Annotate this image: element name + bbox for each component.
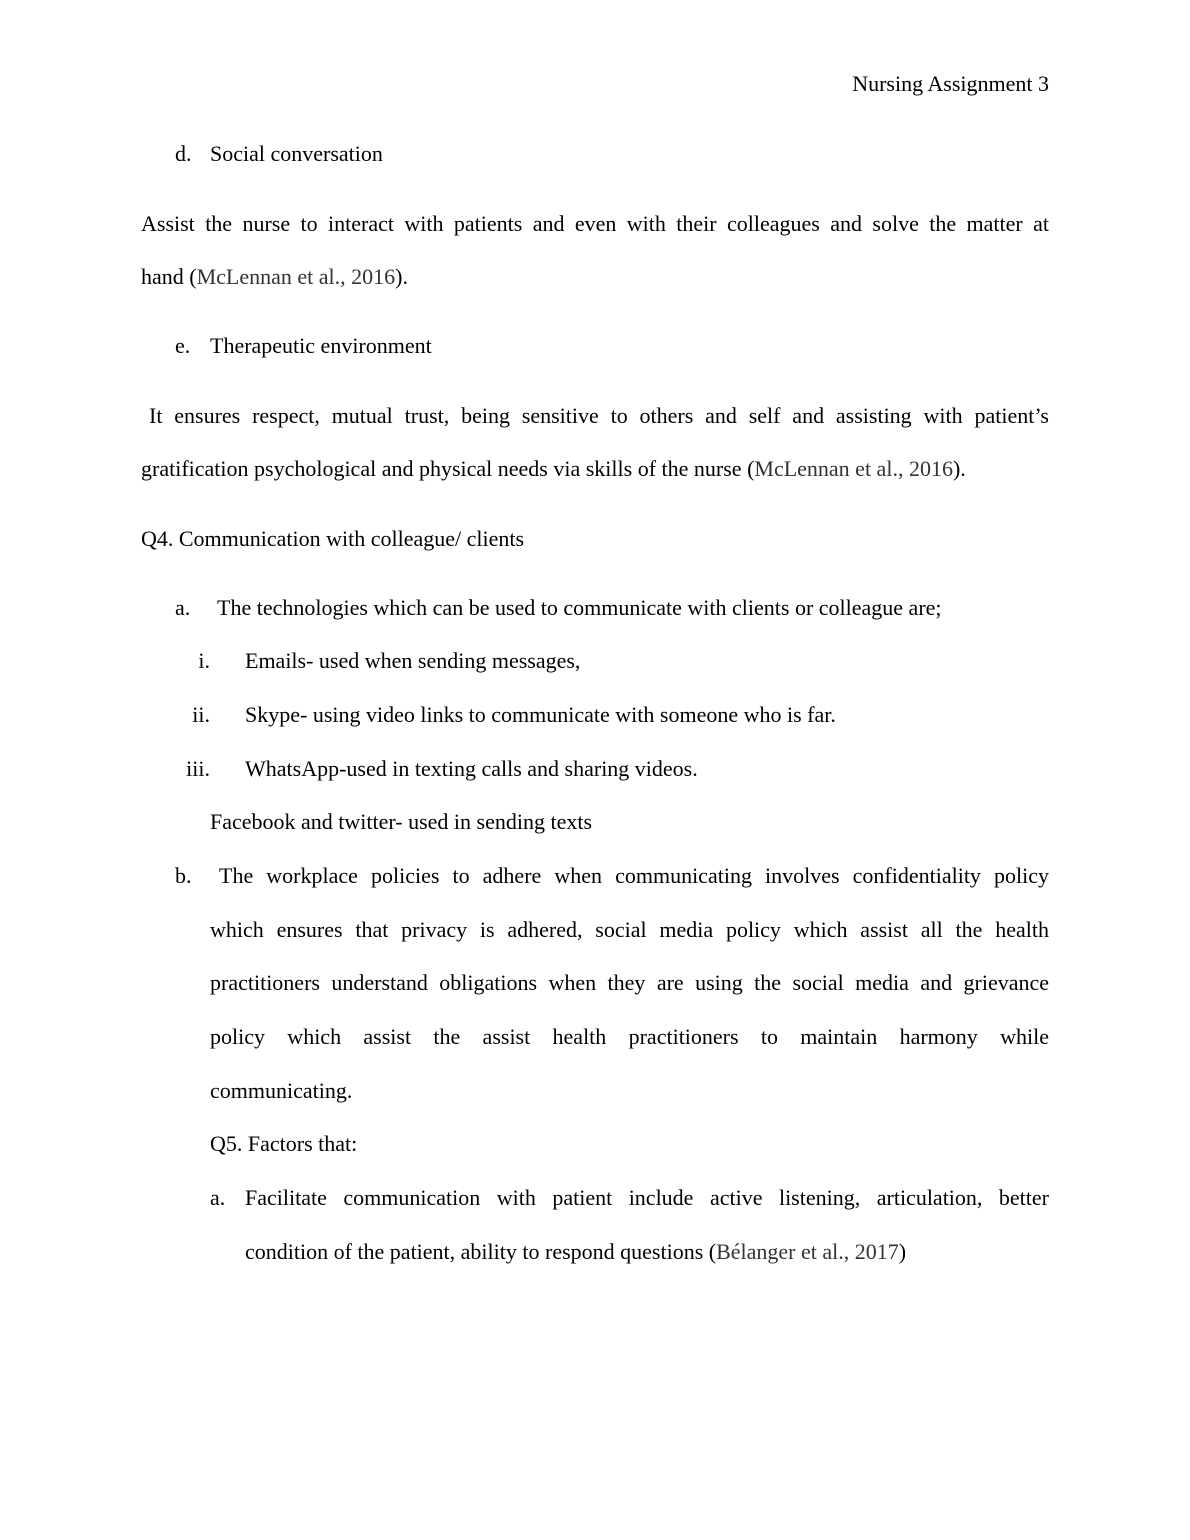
q4-item-b-line-3: practitioners understand obligations when they are using the social media and grievance bbox=[210, 970, 1049, 995]
q4-item-b-line-2: which ensures that privacy is adhered, social media policy which assist all the health bbox=[210, 917, 1049, 942]
text-span: ) bbox=[898, 1239, 907, 1264]
q4-extra-line: Facebook and twitter- used in sending texts bbox=[210, 809, 593, 834]
list-marker-e: e. bbox=[175, 333, 191, 358]
item-d-paragraph-line-1: Assist the nurse to interact with patients and even with their colleagues and solve the matter at bbox=[141, 211, 1049, 236]
citation: McLennan et al., 2016 bbox=[196, 264, 396, 289]
q4-sub-item-iii: WhatsApp-used in texting calls and sharing videos. bbox=[245, 756, 698, 781]
item-d-title: Social conversation bbox=[210, 141, 383, 166]
q4-sub-marker-i: i. bbox=[198, 648, 210, 673]
citation: Bélanger et al., 2017 bbox=[716, 1239, 899, 1264]
q4-sub-marker-ii: ii. bbox=[192, 702, 210, 727]
text-span: ). bbox=[952, 456, 966, 481]
list-marker-d: d. bbox=[175, 141, 192, 166]
text-span: gratification psychological and physical needs via skills of the nurse ( bbox=[141, 456, 755, 481]
item-d-paragraph-line-2 bbox=[141, 264, 408, 290]
running-head: Nursing Assignment 3 bbox=[852, 71, 1049, 96]
q4-sub-item-ii: Skype- using video links to communicate with someone who is far. bbox=[245, 702, 836, 727]
q4-item-b-line-5: communicating. bbox=[210, 1078, 353, 1103]
text-span: condition of the patient, ability to respond questions ( bbox=[245, 1239, 717, 1264]
q4-item-a-text: The technologies which can be used to communicate with clients or colleague are; bbox=[217, 595, 942, 620]
item-e-title: Therapeutic environment bbox=[210, 333, 432, 358]
text-span: ). bbox=[395, 264, 408, 289]
item-e-paragraph-line-1: It ensures respect, mutual trust, being sensitive to others and self and assisting with patient’s bbox=[149, 403, 1049, 428]
q5-marker-a: a. bbox=[210, 1185, 226, 1210]
q4-item-b-line-4: policy which assist the assist health practitioners to maintain harmony while bbox=[210, 1024, 1049, 1049]
q4-sub-marker-iii: iii. bbox=[186, 756, 210, 781]
q5-item-a-line-1: Facilitate communication with patient include active listening, articulation, better bbox=[245, 1185, 1049, 1210]
q4-sub-item-i: Emails- used when sending messages, bbox=[245, 648, 581, 673]
q5-heading: Q5. Factors that: bbox=[210, 1131, 358, 1156]
text-span: hand ( bbox=[141, 264, 197, 289]
q4-heading: Q4. Communication with colleague/ clients bbox=[141, 526, 525, 551]
q4-marker-a: a. bbox=[175, 595, 191, 620]
q4-marker-b: b. bbox=[175, 863, 192, 888]
q4-item-b-line-1: The workplace policies to adhere when communicating involves confidentiality policy bbox=[219, 863, 1049, 888]
item-e-paragraph-line-2 bbox=[141, 456, 966, 482]
q5-item-a-line-2 bbox=[245, 1239, 906, 1265]
citation: McLennan et al., 2016 bbox=[754, 456, 953, 481]
